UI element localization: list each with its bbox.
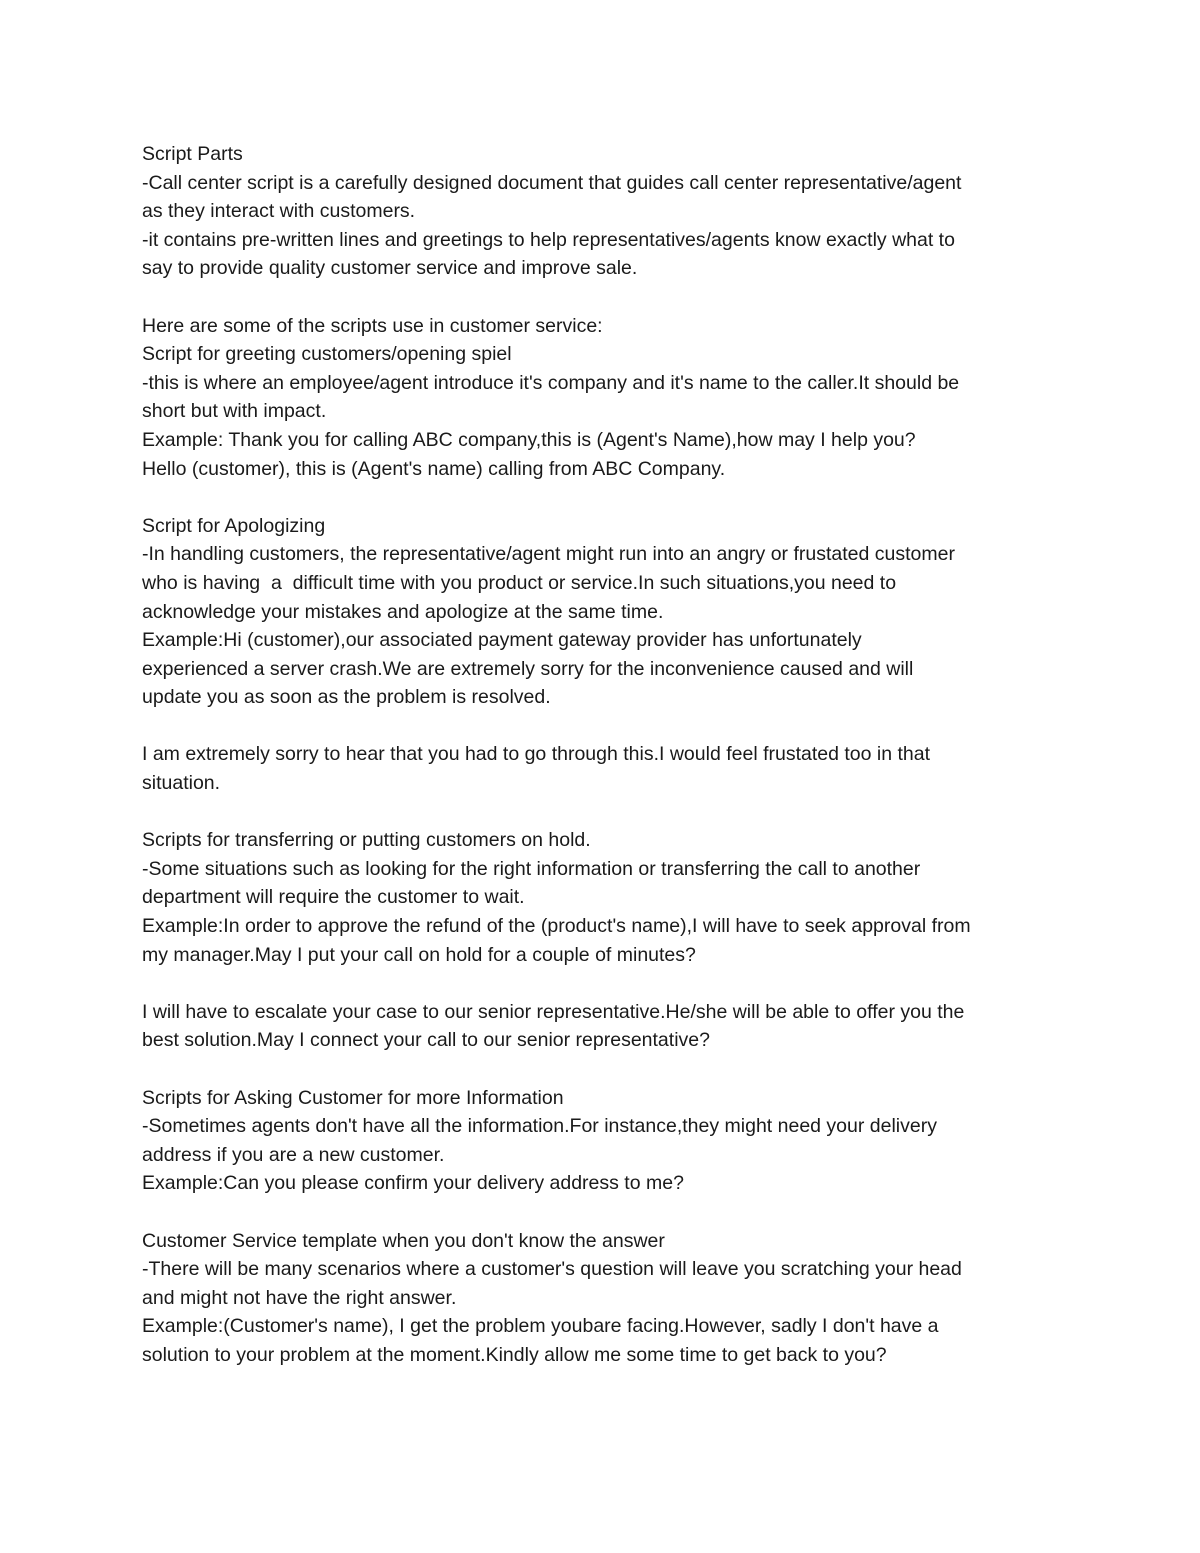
paragraph-line: -In handling customers, the representative/agent might run into an angry or frustated customer [142,543,955,566]
blank-line [142,283,1072,312]
example-line: experienced a server crash.We are extremely sorry for the inconvenience caused and will [142,657,914,680]
paragraph-line: who is having a difficult time with you product or service.In such situations,you need to [142,571,897,594]
paragraph-line: -Call center script is a carefully designed document that guides call center representative/agent [142,171,962,194]
example-line: my manager.May I put your call on hold for a couple of minutes? [142,943,696,966]
example-line: update you as soon as the problem is resolved. [142,686,551,709]
paragraph-line: say to provide quality customer service and improve sale. [142,257,638,280]
blank-line [142,483,1072,512]
example-line: Example:Can you please confirm your delivery address to me? [142,1172,684,1195]
paragraph-line: -Sometimes agents don't have all the information.For instance,they might need your delivery [142,1115,937,1138]
paragraph-line: -Some situations such as looking for the right information or transferring the call to another [142,857,921,880]
example-line: I will have to escalate your case to our senior representative.He/she will be able to offer you the [142,1000,965,1023]
blank-line [142,969,1072,998]
blank-line [142,1055,1072,1084]
paragraph-line: address if you are a new customer. [142,1143,445,1166]
example-line: Example: Thank you for calling ABC company,this is (Agent's Name),how may I help you? [142,428,916,451]
blank-line [142,798,1072,827]
paragraph-line: department will require the customer to wait. [142,886,525,909]
blank-line [142,712,1072,741]
example-line: Example:(Customer's name), I get the problem youbare facing.However, sadly I don't have a [142,1315,939,1338]
section-heading-greeting: Script for greeting customers/opening spiel [142,343,512,366]
example-line: Example:In order to approve the refund of the (product's name),I will have to seek approval from [142,915,971,938]
paragraph-line: -There will be many scenarios where a customer's question will leave you scratching your head [142,1258,962,1281]
paragraph-line: acknowledge your mistakes and apologize at the same time. [142,600,664,623]
heading-script-parts: Script Parts [142,143,243,165]
paragraph-line: -it contains pre-written lines and greetings to help representatives/agents know exactly what to [142,228,955,251]
example-line: I am extremely sorry to hear that you had to go through this.I would feel frustated too in that [142,743,931,766]
section-heading-more-information: Scripts for Asking Customer for more Information [142,1086,564,1109]
example-line: best solution.May I connect your call to our senior representative? [142,1029,710,1052]
paragraph-line: Here are some of the scripts use in customer service: [142,314,603,337]
example-line: situation. [142,772,221,795]
example-line: Example:Hi (customer),our associated payment gateway provider has unfortunately [142,629,862,652]
example-line: Hello (customer), this is (Agent's name) calling from ABC Company. [142,457,726,480]
section-heading-apologizing: Script for Apologizing [142,514,326,537]
paragraph-line: -this is where an employee/agent introduce it's company and it's name to the caller.It should be [142,371,960,394]
example-line: solution to your problem at the moment.Kindly allow me some time to get back to you? [142,1343,887,1366]
section-heading-transferring: Scripts for transferring or putting customers on hold. [142,829,591,852]
document-body [142,140,1072,1370]
paragraph-line: short but with impact. [142,400,327,423]
section-heading-dont-know-answer: Customer Service template when you don't know the answer [142,1229,665,1252]
paragraph-line: and might not have the right answer. [142,1286,457,1309]
paragraph-line: as they interact with customers. [142,200,416,223]
blank-line [142,1198,1072,1227]
